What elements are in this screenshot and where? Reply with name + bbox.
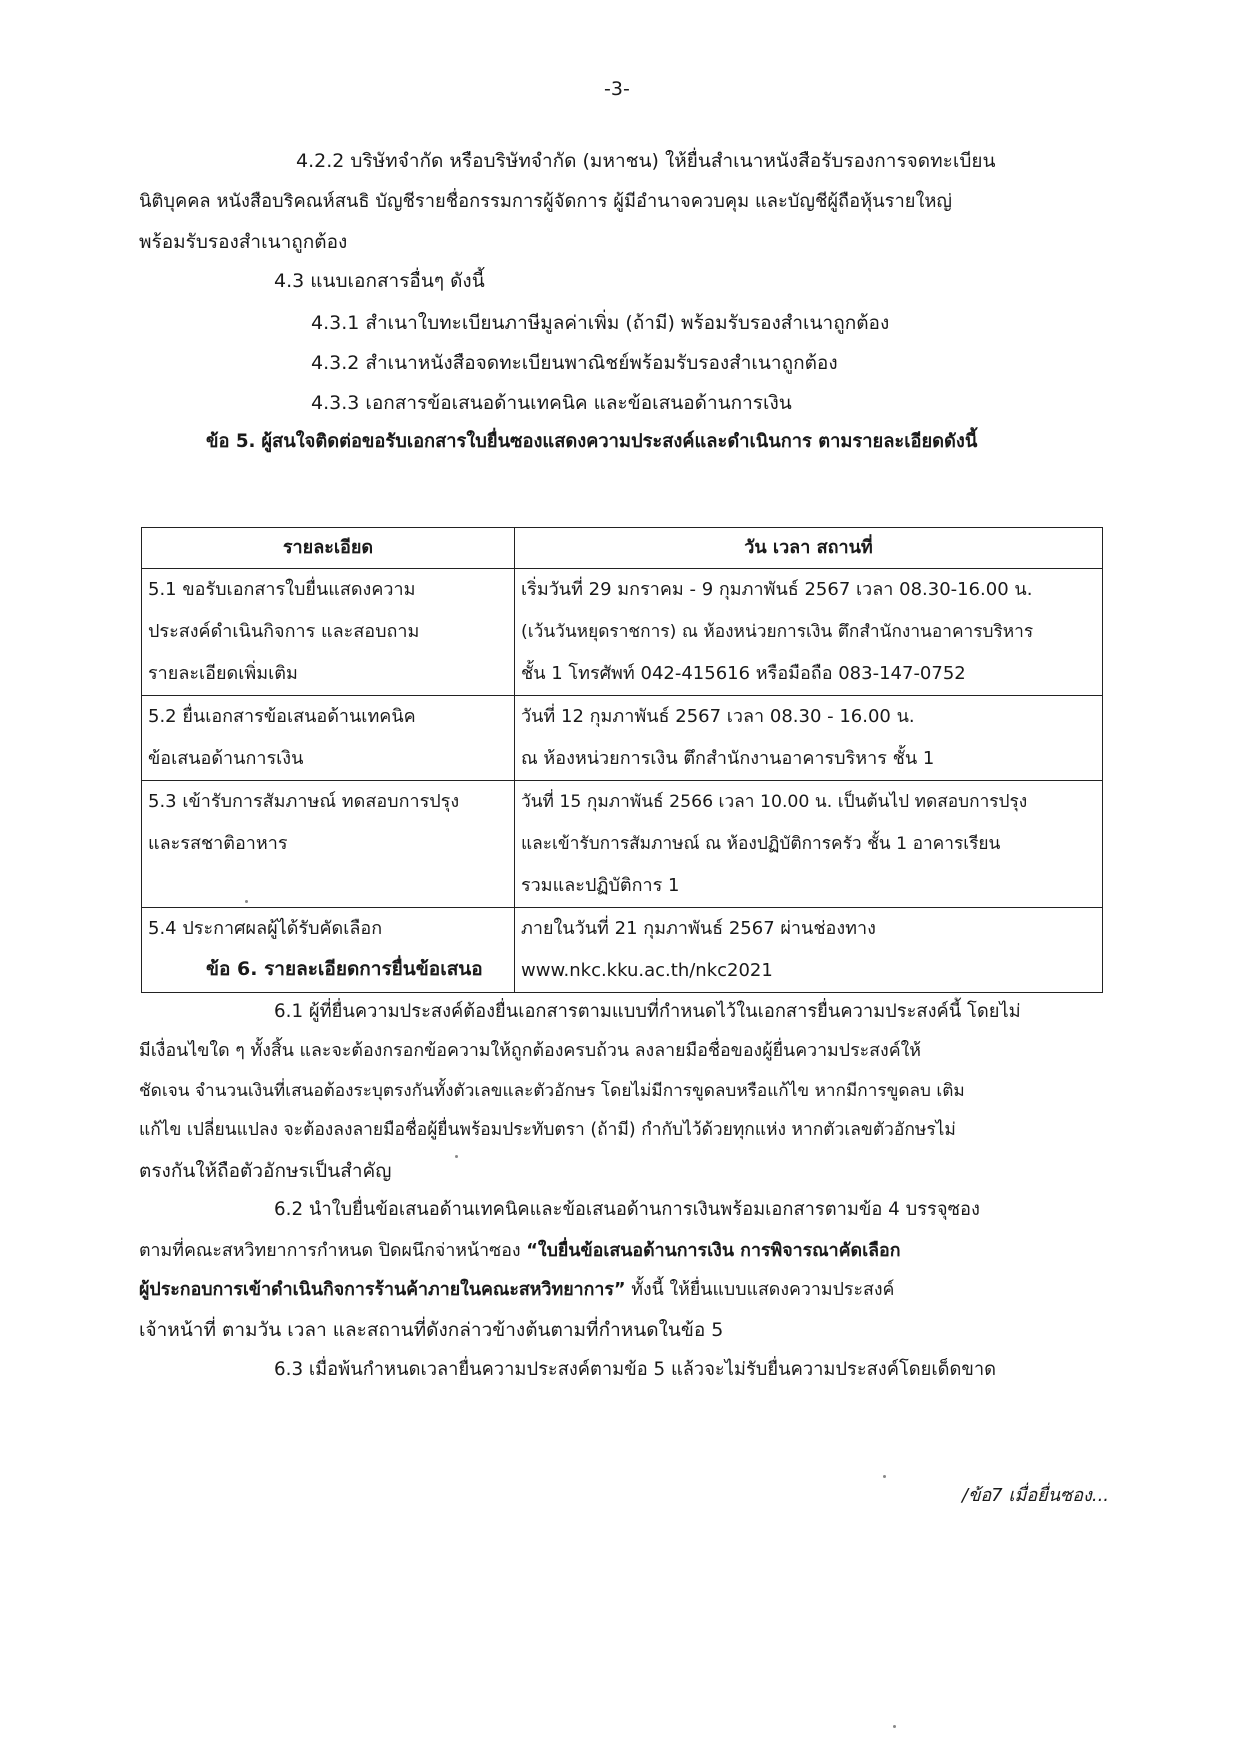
para-6-1-line3: ชัดเจน จำนวนเงินที่เสนอต้องระบุตรงกันทั้งตัวเลขและตัวอักษร โดยไม่มีการขูดลบหรือแก้ไข หากมีการขูดลบ เติม: [139, 1081, 965, 1101]
table-cell-detail: [142, 569, 515, 696]
table-cell-detail: [142, 781, 515, 908]
cell-line: รายละเอียดเพิ่มเติม: [148, 663, 298, 684]
envelope-label-part1: “ใบยื่นข้อเสนอด้านการเงิน การพิจารณาคัดเลือก: [526, 1240, 901, 1261]
section-5-label: ข้อ 5.: [206, 431, 256, 452]
section-5-text: ผู้สนใจติดต่อขอรับเอกสารใบยื่นซองแสดงความประสงค์และดำเนินการ ตามรายละเอียดดังนี้: [261, 431, 978, 452]
cell-line: เริ่มวันที่ 29 มกราคม - 9 กุมภาพันธ์ 2567 เวลา 08.30-16.00 น.: [521, 579, 1033, 600]
continuation-footer: /ข้อ7 เมื่อยื่นซอง...: [962, 1485, 1110, 1506]
table-header-datetime-place: วัน เวลา สถานที่: [515, 528, 1103, 569]
page-number: -3-: [604, 78, 630, 100]
cell-line: 5.1 ขอรับเอกสารใบยื่นแสดงความ: [148, 579, 416, 600]
para-6-2-line2-text: ตามที่คณะสหวิทยาการกำหนด ปิดผนึกจ่าหน้าซอง: [139, 1240, 527, 1261]
cell-line: และรสชาติอาหาร: [148, 833, 288, 854]
table-cell-datetime: [515, 696, 1103, 781]
cell-line: และเข้ารับการสัมภาษณ์ ณ ห้องปฏิบัติการครัว ชั้น 1 อาคารเรียน: [521, 834, 1001, 854]
scan-speck: [455, 1155, 458, 1158]
schedule-table: [141, 527, 1103, 993]
section-5-heading: [206, 433, 977, 451]
para-6-2-line3-text: ทั้งนี้ ให้ยื่นแบบแสดงความประสงค์: [625, 1279, 895, 1300]
cell-line: 5.3 เข้ารับการสัมภาษณ์ ทดสอบการปรุง: [148, 791, 460, 812]
cell-line: ณ ห้องหน่วยการเงิน ตึกสำนักงานอาคารบริหาร ชั้น 1: [521, 748, 935, 769]
table-row: [142, 781, 1103, 908]
para-4-2-2-line3: พร้อมรับรองสำเนาถูกต้อง: [139, 231, 348, 253]
table-header-row: [142, 528, 1103, 569]
para-4-2-2-line1: 4.2.2 บริษัทจำกัด หรือบริษัทจำกัด (มหาชน) ให้ยื่นสำเนาหนังสือรับรองการจดทะเบียน: [296, 150, 996, 172]
para-6-2-line1: 6.2 นำใบยื่นข้อเสนอด้านเทคนิคและข้อเสนอด้านการเงินพร้อมเอกสารตามข้อ 4 บรรจุซอง: [274, 1199, 980, 1220]
table-row: [142, 569, 1103, 696]
scan-speck: [893, 1725, 896, 1728]
cell-line: [148, 865, 508, 907]
para-6-2-line4: เจ้าหน้าที่ ตามวัน เวลา และสถานที่ดังกล่าวข้างต้นตามที่กำหนดในข้อ 5: [139, 1319, 724, 1341]
scan-speck: [883, 1475, 886, 1478]
table-header-details: รายละเอียด: [142, 528, 515, 569]
table-cell-datetime: [515, 908, 1103, 993]
table-cell-detail: [142, 696, 515, 781]
cell-line: 5.2 ยื่นเอกสารข้อเสนอด้านเทคนิค: [148, 706, 416, 727]
scan-speck: [245, 900, 248, 903]
cell-line: วันที่ 12 กุมภาพันธ์ 2567 เวลา 08.30 - 16.00 น.: [521, 706, 915, 727]
para-6-1-line1: 6.1 ผู้ที่ยื่นความประสงค์ต้องยื่นเอกสารตามแบบที่กำหนดไว้ในเอกสารยื่นความประสงค์นี้ โดยไม่: [274, 1001, 1021, 1022]
cell-line: ภายในวันที่ 21 กุมภาพันธ์ 2567 ผ่านช่องทาง: [521, 918, 876, 939]
cell-line: 5.4 ประกาศผลผู้ได้รับคัดเลือก: [148, 918, 383, 939]
cell-line: ชั้น 1 โทรศัพท์ 042-415616 หรือมือถือ 083-147-0752: [521, 663, 966, 684]
cell-line: ประสงค์ดำเนินกิจการ และสอบถาม: [148, 621, 420, 642]
section-6-heading: ข้อ 6. รายละเอียดการยื่นข้อเสนอ: [206, 958, 483, 980]
para-6-2-line3: [139, 1281, 894, 1299]
para-6-1-line4: แก้ไข เปลี่ยนแปลง จะต้องลงลายมือชื่อผู้ยื่นพร้อมประทับตรา (ถ้ามี) กำกับไว้ด้วยทุกแห่ง หากตัวเลขตัวอักษรไม่: [139, 1120, 956, 1140]
cell-line: www.nkc.kku.ac.th/nkc2021: [521, 960, 773, 981]
envelope-label-part2: ผู้ประกอบการเข้าดำเนินกิจการร้านค้าภายในคณะสหวิทยาการ”: [139, 1279, 626, 1300]
table-cell-datetime: [515, 781, 1103, 908]
para-4-2-2-line2: นิติบุคคล หนังสือบริคณห์สนธิ บัญชีรายชื่อกรรมการผู้จัดการ ผู้มีอำนาจควบคุม และบัญชีผู้ถือหุ้นรายใหญ่: [139, 191, 953, 212]
para-4-3: 4.3 แนบเอกสารอื่นๆ ดังนี้: [274, 270, 485, 292]
cell-line: ข้อเสนอด้านการเงิน: [148, 748, 304, 769]
cell-line: รวมและปฏิบัติการ 1: [521, 875, 680, 896]
para-4-3-3: 4.3.3 เอกสารข้อเสนอด้านเทคนิค และข้อเสนอด้านการเงิน: [311, 392, 792, 414]
cell-line: วันที่ 15 กุมภาพันธ์ 2566 เวลา 10.00 น. เป็นต้นไป ทดสอบการปรุง: [521, 792, 1028, 812]
para-4-3-2: 4.3.2 สำเนาหนังสือจดทะเบียนพาณิชย์พร้อมรับรองสำเนาถูกต้อง: [311, 352, 838, 374]
table-row: [142, 696, 1103, 781]
para-4-3-1: 4.3.1 สำเนาใบทะเบียนภาษีมูลค่าเพิ่ม (ถ้ามี) พร้อมรับรองสำเนาถูกต้อง: [311, 312, 890, 334]
table-cell-datetime: [515, 569, 1103, 696]
para-6-1-line2: มีเงื่อนไขใด ๆ ทั้งสิ้น และจะต้องกรอกข้อความให้ถูกต้องครบถ้วน ลงลายมือชื่อของผู้ยื่นความประสงค์ให้: [139, 1040, 922, 1061]
para-6-3: 6.3 เมื่อพ้นกำหนดเวลายื่นความประสงค์ตามข้อ 5 แล้วจะไม่รับยื่นความประสงค์โดยเด็ดขาด: [274, 1359, 996, 1380]
para-6-1-line5: ตรงกันให้ถือตัวอักษรเป็นสำคัญ: [139, 1160, 392, 1182]
para-6-2-line2: [139, 1242, 901, 1260]
cell-line: (เว้นวันหยุดราชการ) ณ ห้องหน่วยการเงิน ตึกสำนักงานอาคารบริหาร: [521, 622, 1034, 642]
